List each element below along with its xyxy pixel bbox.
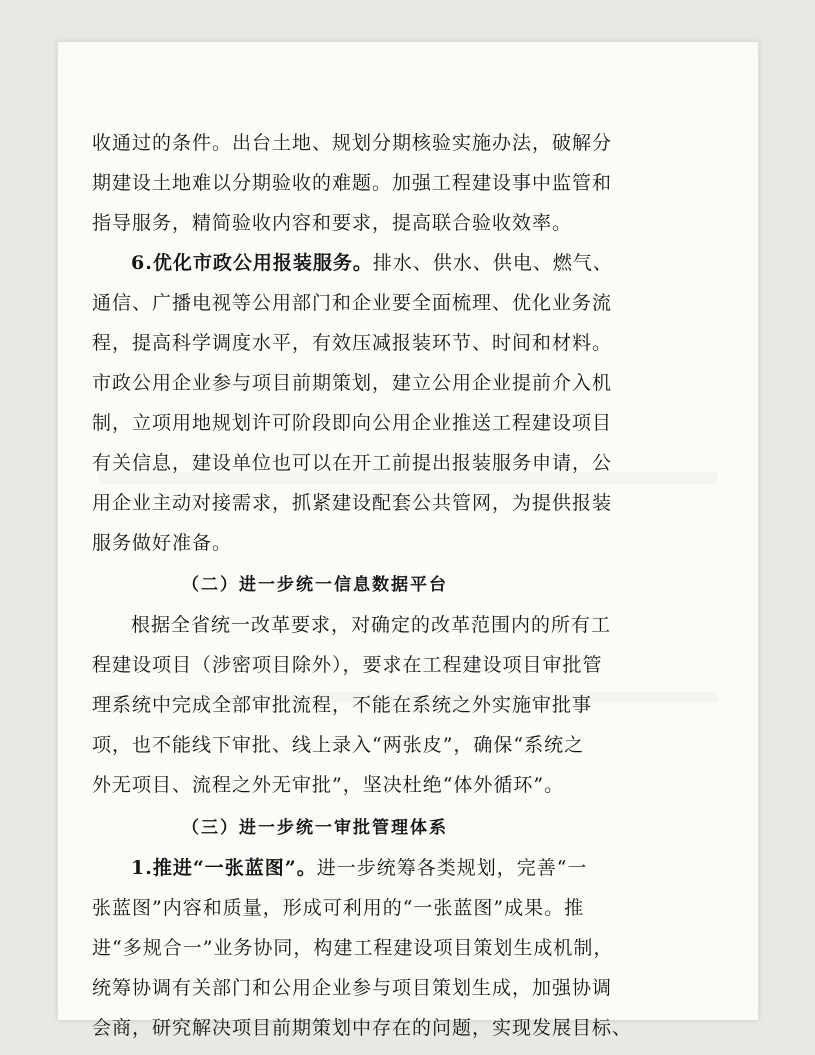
text-line: 程建设项目（涉密项目除外），要求在工程建设项目审批管 — [92, 654, 603, 676]
text-line: 理系统中完成全部审批流程，不能在系统之外实施审批事 — [92, 694, 593, 716]
text-line: 市政公用企业参与项目前期策划，建立公用企业提前介入机 — [92, 372, 613, 394]
text-line: 服务做好准备。 — [92, 532, 233, 554]
text-line: 通信、广播电视等公用部门和企业要全面梳理、优化业务流 — [92, 292, 613, 314]
text-line: 统筹协调有关部门和公用企业参与项目策划生成，加强协调 — [92, 977, 613, 999]
text-line: 张蓝图”内容和质量，形成可利用的“一张蓝图”成果。推 — [92, 897, 585, 919]
item-6-text: 排水、供水、供电、燃气、 — [372, 252, 613, 274]
section-3-item-1-label: 1.推进“一张蓝图”。 — [131, 857, 317, 879]
text-line: 根据全省统一改革要求，对确定的改革范围内的所有工 — [131, 614, 612, 636]
text-line: 用企业主动对接需求，抓紧建设配套公共管网，为提供报装 — [92, 492, 613, 514]
section-3-item-1-first-line — [131, 856, 587, 880]
text-line: 程，提高科学调度水平，有效压减报装环节、时间和材料。 — [92, 332, 613, 354]
item-6-label: 6.优化市政公用报装服务。 — [131, 252, 373, 274]
text-line: 期建设土地难以分期验收的难题。加强工程建设事中监管和 — [92, 172, 613, 194]
text-line: 会商，研究解决项目前期策划中存在的问题，实现发展目标、 — [92, 1017, 633, 1039]
section-2-heading: （二）进一步统一信息数据平台 — [182, 575, 448, 595]
text-line: 项，也不能线下审批、线上录入“两张皮”，确保“系统之 — [92, 734, 585, 756]
section-3-item-1-text: 进一步统筹各类规划，完善“一 — [316, 857, 588, 879]
text-line: 制，立项用地规划许可阶段即向公用企业推送工程建设项目 — [92, 412, 613, 434]
text-line: 收通过的条件。出台土地、规划分期核验实施办法，破解分 — [92, 132, 613, 154]
item-6-first-line — [131, 251, 613, 275]
text-line: 外无项目、流程之外无审批”，坚决杜绝“体外循环”。 — [92, 774, 565, 796]
text-line: 有关信息，建设单位也可以在开工前提出报装服务申请，公 — [92, 452, 613, 474]
section-3-heading: （三）进一步统一审批管理体系 — [182, 818, 448, 838]
text-line: 指导服务，精简验收内容和要求，提高联合验收效率。 — [92, 212, 573, 234]
text-line: 进“多规合一”业务协同，构建工程建设项目策划生成机制， — [92, 937, 614, 959]
